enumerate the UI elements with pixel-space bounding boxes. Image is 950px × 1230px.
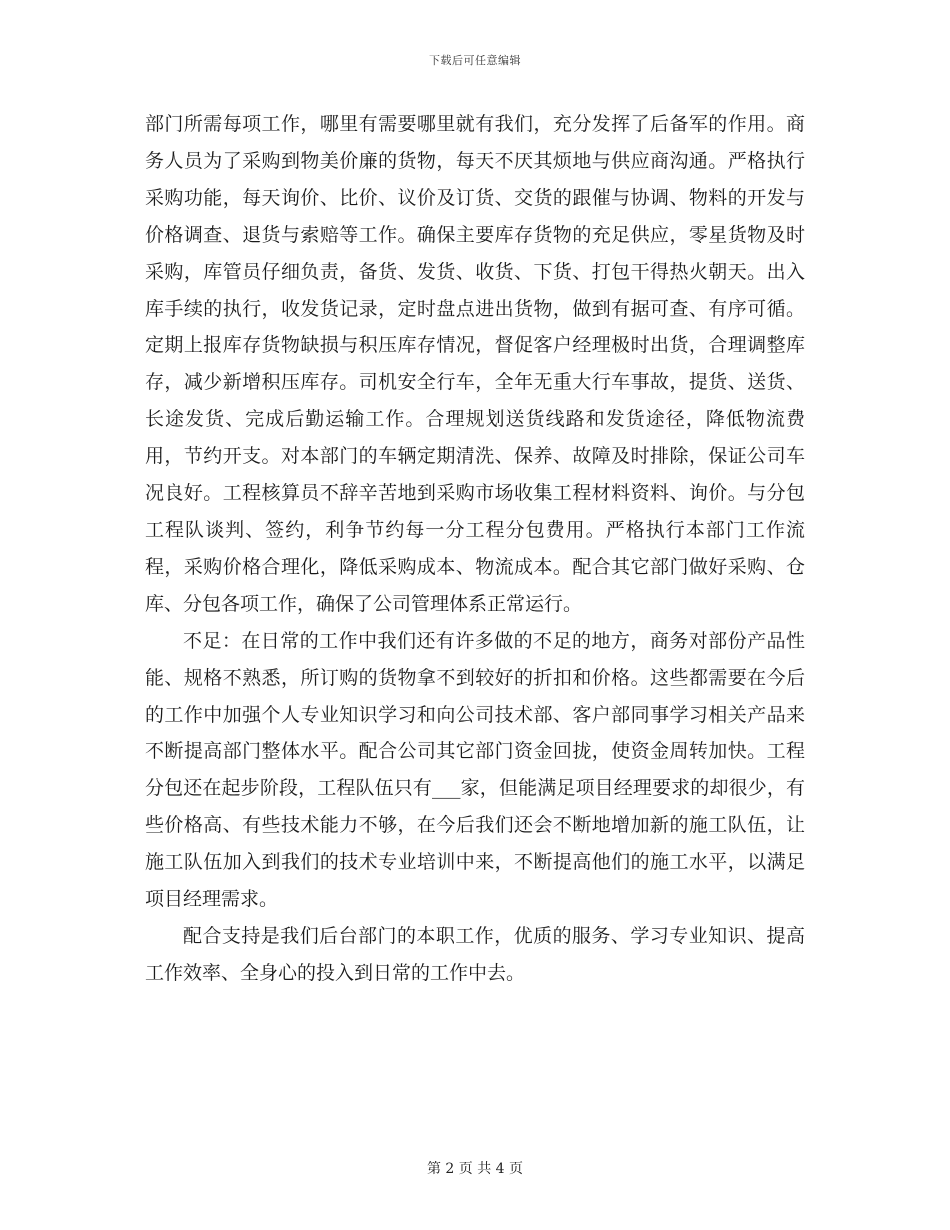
paragraph-support: 配合支持是我们后台部门的本职工作，优质的服务、学习专业知识、提高工作效率、全身心的投入到日常的工作中去。 — [145, 924, 805, 984]
paragraph-work-summary: 部门所需每项工作，哪里有需要哪里就有我们，充分发挥了后备军的作用。商务人员为了采购到物美价廉的货物，每天不厌其烦地与供应商沟通。严格执行采购功能，每天询价、比价、议价及订货、交货的跟催与协调、物料的开发与价格调查、退货与索赔等工作。确保主要库存货物的充足供应，零星货物及时采购，库管员仔细负责，备货、发货、收货、下货、打包干得热火朝天。出入库手续的执行，收发货记录，定时盘点进出货物，做到有据可查、有序可循。定期上报库存货物缺损与积压库存情况，督促客户经理极时出货，合理调整库存，减少新增积压库存。司机安全行车，全年无重大行车事故，提货、送货、长途发货、完成后勤运输工作。合理规划送货线路和发货途径，降低物流费用，节约开支。对本部门的车辆定期清洗、保养、故障及时排除，保证公司车况良好。工程核算员不辞辛苦地到采购市场收集工程材料资料、询价。与分包工程队谈判、签约，利争节约每一分工程分包费用。严格执行本部门工作流程，采购价格合理化，降低采购成本、物流成本。配合其它部门做好采购、仓库、分包各项工作，确保了公司管理体系正常运行。 — [145, 113, 805, 615]
document-body — [145, 106, 805, 992]
paragraph-shortcomings: 不足：在日常的工作中我们还有许多做的不足的地方，商务对部份产品性能、规格不熟悉，所订购的货物拿不到较好的折扣和价格。这些都需要在今后的工作中加强个人专业知识学习和向公司技术部、客户部同事学习相关产品来不断提高部门整体水平。配合公司其它部门资金回拢，使资金周转加快。工程分包还在起步阶段，工程队伍只有___家，但能满足项目经理要求的却很少，有些价格高、有些技术能力不够，在今后我们还会不断地增加新的施工队伍，让施工队伍加入到我们的技术专业培训中来，不断提高他们的施工水平，以满足项目经理需求。 — [145, 629, 805, 911]
page-number-footer: 第 2 页 共 4 页 — [426, 1161, 524, 1177]
page-header: 下载后可任意编辑 — [429, 54, 521, 67]
